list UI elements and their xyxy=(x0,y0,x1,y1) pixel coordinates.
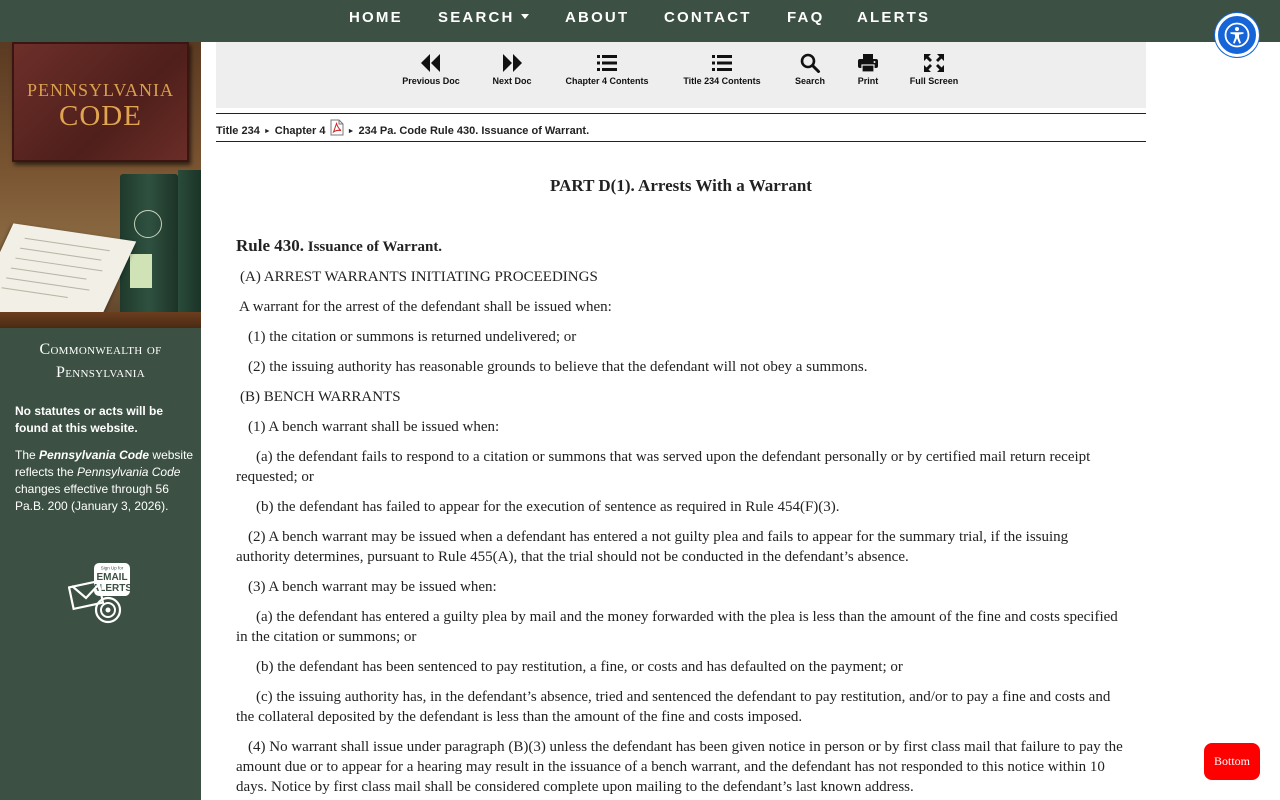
print-icon xyxy=(857,53,879,73)
section-a-intro: A warrant for the arrest of the defendant shall be issued when: xyxy=(239,299,612,315)
pennsylvania-code-logo-image[interactable] xyxy=(0,42,201,328)
section-b-3-c: (c) the issuing authority has, in the defendant’s absence, tried and sentenced the defendant to pay restitution, and/or to pay a fine and costs and the collateral deposited by the defendant is less than the amount of the fine and costs imposed. xyxy=(236,689,1111,725)
pdf-icon[interactable] xyxy=(330,119,344,139)
search-button[interactable] xyxy=(790,42,830,108)
email-alerts-top-text: Sign Up for xyxy=(100,565,124,571)
no-statutes-notice: No statutes or acts will be found at this website. xyxy=(15,404,164,435)
seal-icon xyxy=(134,210,162,238)
breadcrumb-separator-icon: ► xyxy=(263,127,271,135)
title-contents-button[interactable] xyxy=(680,42,764,108)
previous-doc-button[interactable] xyxy=(400,42,462,108)
previous-doc-label: Previous Doc xyxy=(402,76,460,86)
section-b-1: (1) A bench warrant shall be issued when: xyxy=(248,419,500,435)
reflects-middle: website reflects the xyxy=(15,448,194,479)
section-b-1-a: (a) the defendant fails to respond to a citation or summons that was served upon the defendant personally or by certified mail return receipt requested; or xyxy=(236,449,1091,485)
full-screen-button[interactable] xyxy=(906,42,962,108)
section-b-4: (4) No warrant shall issue under paragraph (B)(3) unless the defendant has been given notice in person or by first class mail that failure to pay the amount due or to appear for a hearing may result in the issuance of a bench warrant, and the defendant has not responded to this notice within 10 days. Notice by first class mail shall be considered complete upon mailing to the defendant’s last known address. xyxy=(236,739,1123,795)
commonwealth-line-2: Pennsylvania xyxy=(56,364,145,381)
sidebar xyxy=(0,42,201,800)
nav-home[interactable]: HOME xyxy=(349,9,403,26)
rule-heading xyxy=(236,236,442,257)
section-a-2: (2) the issuing authority has reasonable grounds to believe that the defendant will not obey a summons. xyxy=(248,359,868,375)
title-contents-label: Title 234 Contents xyxy=(683,76,761,86)
breadcrumb-title-link[interactable]: Title 234 xyxy=(216,124,260,137)
email-alerts-link[interactable] xyxy=(68,562,134,626)
email-alerts-line-1: EMAIL xyxy=(96,572,128,583)
accessibility-button[interactable] xyxy=(1215,13,1259,57)
reflects-code-name-2: Pennsylvania Code xyxy=(77,465,181,479)
rule-number: Rule 430. xyxy=(236,236,304,255)
scroll-to-bottom-button[interactable]: Bottom xyxy=(1204,743,1260,780)
effective-date-notice xyxy=(15,447,195,515)
part-heading: PART D(1). Arrests With a Warrant xyxy=(550,176,812,195)
breadcrumb-separator-icon: ► xyxy=(347,127,355,135)
nav-faq[interactable]: FAQ xyxy=(787,9,825,26)
section-b-3-b: (b) the defendant has been sentenced to pay restitution, a fine, or costs and has defaulted on the payment; or xyxy=(256,659,903,675)
section-b-heading: (B) BENCH WARRANTS xyxy=(240,389,401,405)
desk-illustration xyxy=(0,312,201,328)
section-b-2: (2) A bench warrant may be issued when a defendant has entered a not guilty plea and fails to appear for the summary trial, if the issuing authority determines, pursuant to Rule 455(A), that the trial should not be conducted in the defendant’s absence. xyxy=(236,529,1069,565)
binder-tag xyxy=(130,254,152,288)
expand-icon xyxy=(923,53,945,73)
chapter-contents-button[interactable] xyxy=(562,42,652,108)
chevron-down-icon xyxy=(521,14,529,19)
list-icon xyxy=(596,53,618,73)
nav-search[interactable] xyxy=(438,9,529,29)
breadcrumb-current: 234 Pa. Code Rule 430. Issuance of Warrant. xyxy=(358,124,590,137)
section-b-3: (3) A bench warrant may be issued when: xyxy=(248,579,497,595)
section-a-1: (1) the citation or summons is returned undelivered; or xyxy=(248,329,577,345)
accessibility-icon xyxy=(1224,22,1250,48)
next-doc-button[interactable] xyxy=(488,42,536,108)
search-icon xyxy=(799,53,821,73)
reflects-code-name: Pennsylvania Code xyxy=(39,448,150,462)
commonwealth-line-1: Commonwealth of xyxy=(39,341,162,358)
reflects-prefix: The xyxy=(15,448,36,462)
rewind-icon xyxy=(420,53,442,73)
chapter-contents-label: Chapter 4 Contents xyxy=(565,76,649,86)
nav-contact[interactable]: CONTACT xyxy=(664,9,752,26)
full-screen-label: Full Screen xyxy=(909,76,959,86)
nav-alerts[interactable]: ALERTS xyxy=(857,9,931,26)
reflects-suffix: changes effective through 56 Pa.B. 200 (January 3, 2026). xyxy=(15,482,169,513)
nav-about[interactable]: ABOUT xyxy=(565,9,630,26)
top-navigation xyxy=(0,0,1280,42)
email-alerts-line-2: ALERTS xyxy=(92,583,132,594)
nav-search-label: SEARCH xyxy=(438,9,515,26)
breadcrumb-chapter-link[interactable]: Chapter 4 xyxy=(274,124,326,137)
email-alerts-icon xyxy=(68,562,134,626)
breadcrumb xyxy=(216,113,1146,142)
document-toolbar xyxy=(216,42,1146,108)
binder-illustration-2 xyxy=(178,170,201,326)
logo-line-2: CODE xyxy=(59,100,142,132)
print-label: Print xyxy=(857,76,879,86)
section-a-heading: (A) ARREST WARRANTS INITIATING PROCEEDINGS xyxy=(240,269,598,285)
list-icon xyxy=(711,53,733,73)
logo-plaque xyxy=(12,42,189,162)
section-b-1-b: (b) the defendant has failed to appear for the execution of sentence as required in Rule 454(F)(3). xyxy=(256,499,840,515)
logo-line-1: PENNSYLVANIA xyxy=(26,80,175,100)
fast-forward-icon xyxy=(501,53,523,73)
rule-title: Issuance of Warrant. xyxy=(307,239,443,255)
next-doc-label: Next Doc xyxy=(492,76,532,86)
search-label: Search xyxy=(794,76,826,86)
section-b-3-a: (a) the defendant has entered a guilty plea by mail and the money forwarded with the plea is less than the amount of the fine and costs specified in the citation or summons; or xyxy=(236,609,1118,645)
commonwealth-heading xyxy=(0,338,201,384)
print-button[interactable] xyxy=(850,42,886,108)
